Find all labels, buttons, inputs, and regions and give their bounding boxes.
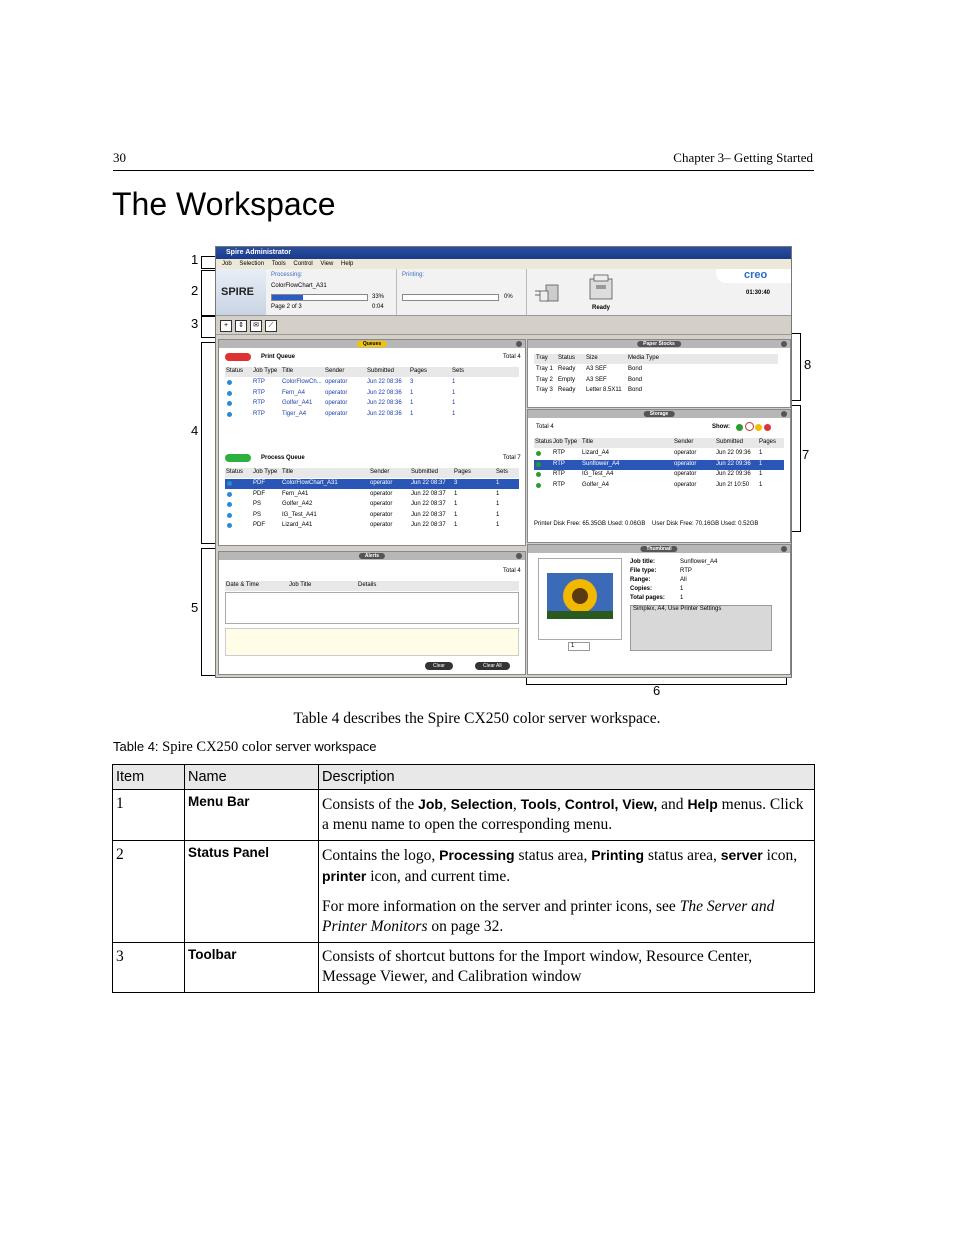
processing-percent: 33% [372,294,385,300]
status-panel [216,269,791,316]
row-description: Consists of the Job, Selection, Tools, Control, View, and Help menus. Click a menu name to open the corresponding menu. [319,790,815,841]
thumbnail-preview [538,558,622,640]
table-caption [113,739,377,756]
queues-panel [218,339,526,546]
process-queue-row[interactable]: PS IG_Test_A41 operator Jun 22 08:37 1 1 [225,511,519,521]
figure-caption: Table 4 describes the Spire CX250 color server workspace. [293,710,661,727]
table-header-row [113,765,815,790]
thumbnail-label: File type: [630,568,657,574]
thumbnail-value: Sunflower_A4 [680,559,718,565]
brand-area [716,269,791,283]
callout-1: 1 [191,252,199,267]
server-icon[interactable] [534,283,562,303]
table-caption-text: Spire CX250 color server [162,739,311,755]
printing-label: Printing: [402,272,425,278]
thumbnail-label: Range: [630,577,651,583]
header-rule [113,170,814,171]
row-name: Menu Bar [185,790,319,841]
storage-row[interactable]: RTP Sunflower_A4 operator Jun 22 09:36 1 [534,460,784,470]
thumbnail-labels [630,558,665,603]
processing-time: 0:04 [372,304,384,310]
paper-stocks-title: Paper Stocks [637,341,681,347]
print-queue-row[interactable]: RTP Tiger_A4 operator Jun 22 08:36 1 1 [225,410,519,420]
process-queue-toggle[interactable] [225,454,251,462]
filter-failed-icon[interactable] [764,424,771,431]
printer-icon[interactable] [586,273,616,301]
row-name: Status Panel [185,841,319,943]
process-queue-total: Total 7 [503,455,521,461]
logo-area [216,269,266,315]
thumbnail-page-field[interactable]: 1 [568,642,590,651]
process-queue-row[interactable]: PDF Lizard_A41 operator Jun 22 08:37 1 1 [225,521,519,531]
printing-percent: 0% [504,294,513,300]
job-status-icon [227,502,232,507]
chapter-heading: Chapter 3– Getting Started [673,150,813,165]
alerts-header: Date & Time Job Title Details [225,581,519,591]
processing-pages: Page 2 of 3 [271,304,302,310]
window-titlebar [216,247,791,259]
job-status-icon [227,412,232,417]
callout-2: 2 [191,283,199,298]
menu-help[interactable]: Help [341,261,354,267]
window-title: Spire Administrator [226,249,292,256]
thumbnail-title: Thumbnail [640,546,677,552]
toolbar [216,316,791,335]
callout-7: 7 [802,447,810,462]
callout-3: 3 [191,316,199,331]
paper-row[interactable]: Tray 1 Ready A3 SEF Bond [536,366,643,372]
storage-header: Status Job Type Title Sender Submitted Pages [534,438,784,448]
processing-label: Processing: [271,272,303,278]
callout-5: 5 [191,600,199,615]
job-status-icon [227,523,232,528]
print-queue-toggle[interactable] [225,353,251,361]
disk-info: Printer Disk Free: 65.35GB Used: 0.06GB User Disk Free: 70.16GB Used: 0.52GB [534,521,759,527]
creo-logo: creo [744,269,768,281]
alert-details [225,628,519,656]
callout-4: 4 [191,423,199,438]
clear-button[interactable]: Clear [425,662,453,670]
paper-row[interactable]: Tray 2 Empty A3 SEF Bond [536,376,643,383]
storage-row[interactable]: RTP Lizard_A4 operator Jun 22 09:36 1 [534,449,784,459]
paper-stocks-panel [527,339,791,408]
row-description: Consists of shortcut buttons for the Import window, Resource Center, Message Viewer, and Calibration window [319,943,815,993]
print-queue-header: Status Job Type Title Sender Submitted Pages Sets [225,367,519,377]
message-viewer-icon[interactable]: ✉ [250,320,262,332]
process-queue-header: Status Job Type Title Sender Submitted Pages Sets [225,468,519,478]
bracket-2 [201,270,215,316]
alerts-close-icon[interactable] [516,553,522,559]
row-description: Contains the logo, Processing status area, Printing status area, server icon, printer icon, and current time. For more information on the server and printer icons, see The Server and Printer Monitors on page 32. [319,841,815,943]
job-status-icon [227,492,232,497]
table-caption-prefix: Table 4: [113,739,159,754]
menu-control[interactable]: Control [293,261,313,267]
job-status-icon [536,472,541,477]
menu-bar [216,259,791,269]
col-description: Description [319,765,815,790]
queues-close-icon[interactable] [516,341,522,347]
row-item: 1 [113,790,185,841]
resource-center-icon[interactable]: ⇕ [235,320,247,332]
bracket-4 [201,342,215,544]
thumbnail-close-icon[interactable] [781,546,787,552]
menu-view[interactable]: View [320,261,334,267]
storage-total: Total 4 [536,424,554,430]
paper-header: Tray Status Size Media Type [534,354,778,364]
import-icon[interactable]: + [220,320,232,332]
print-queue-total: Total 4 [503,354,521,360]
printing-progress [402,294,499,301]
process-queue-row[interactable]: PS Golfer_A42 operator Jun 22 08:37 1 1 [225,500,519,510]
alerts-total: Total 4 [503,568,521,574]
current-time: 01:30:40 [746,290,771,296]
alerts-panel [218,551,526,675]
paper-stocks-close-icon[interactable] [781,341,787,347]
thumbnail-label: Job title: [630,559,655,565]
process-queue-label: Process Queue [261,455,305,461]
filter-held-icon[interactable] [755,424,762,431]
job-status-icon [227,481,232,486]
table-row [113,790,815,841]
process-queue-row[interactable]: PDF Fern_A41 operator Jun 22 08:37 1 1 [225,490,519,500]
thumbnail-value: 1 [680,586,684,592]
callout-8: 8 [804,357,812,372]
job-status-icon [227,401,232,406]
spire-logo: SPIRE [221,286,255,298]
table-row [113,841,815,943]
storage-row[interactable]: RTP Golfer_A4 operator Jun 2! 10:50 1 [534,481,784,491]
thumbnail-values [680,558,717,603]
cross-reference-link[interactable]: The Server and Printer Monitors [322,898,775,935]
storage-panel [527,409,791,543]
job-status-icon [227,513,232,518]
row-item: 2 [113,841,185,943]
thumbnail-settings: Simplex, A4, Use Printer Settings [630,605,772,651]
page-number: 30 [113,150,126,165]
row-name: Toolbar [185,943,319,993]
thumbnail-value: RTP [680,568,692,574]
menu-selection[interactable]: Selection [239,261,265,267]
thumbnail-value: All [680,577,687,583]
storage-close-icon[interactable] [781,411,787,417]
filter-cancelled-icon[interactable] [745,422,754,431]
menu-tools[interactable]: Tools [271,261,286,267]
bracket-1 [201,256,215,269]
storage-row[interactable]: RTP IG_Test_A4 operator Jun 22 09:36 1 [534,470,784,480]
thumbnail-panel [527,544,791,675]
job-status-icon [536,451,541,456]
processing-job: ColorFlowChart_A31 [271,283,327,289]
job-status-icon [536,462,541,467]
processing-progress [271,294,368,301]
sunflower-image [539,559,621,639]
job-status-icon [536,483,541,488]
bracket-5 [201,548,215,676]
print-queue-row[interactable]: RTP Golfer_A41 operator Jun 22 08:36 1 1 [225,399,519,409]
storage-show-label: Show: [712,424,730,430]
printer-status: Ready [592,305,611,311]
alerts-title: Alerts [359,553,385,559]
workspace-screenshot [215,246,792,678]
workspace-table [112,764,815,993]
job-status-icon [227,391,232,396]
paper-row[interactable]: Tray 3 Ready Letter 8.5X11 Bond [536,387,643,393]
print-queue-row[interactable]: RTP ColorFlowCh... operator Jun 22 08:36 3 1 [225,378,519,388]
row-item: 3 [113,943,185,993]
storage-title: Storage [644,411,675,417]
thumbnail-label: Copies: [630,586,653,592]
table-caption-suffix: workspace [314,739,377,754]
print-queue-label: Print Queue [261,354,296,360]
job-status-icon [227,380,232,385]
menu-job[interactable]: Job [222,261,232,267]
calibration-icon[interactable]: ⟋ [265,320,277,332]
thumbnail-label: Total pages: [630,595,665,601]
queues-title: Queues [357,341,387,347]
print-queue-row[interactable]: RTP Fern_A4 operator Jun 22 08:36 1 1 [225,389,519,399]
col-name: Name [185,765,319,790]
filter-completed-icon[interactable] [736,424,743,431]
page-title: The Workspace [112,186,336,222]
callout-6: 6 [653,683,661,698]
alerts-list[interactable] [225,592,519,624]
thumbnail-value: 1 [680,595,684,601]
clear-all-button[interactable]: Clear All [475,662,510,670]
process-queue-row[interactable]: PDF ColorFlowChart_A31 operator Jun 22 08:37 3 1 [225,479,519,489]
storage-filters [736,422,771,433]
table-row [113,943,815,993]
col-item: Item [113,765,185,790]
bracket-3 [201,316,215,338]
